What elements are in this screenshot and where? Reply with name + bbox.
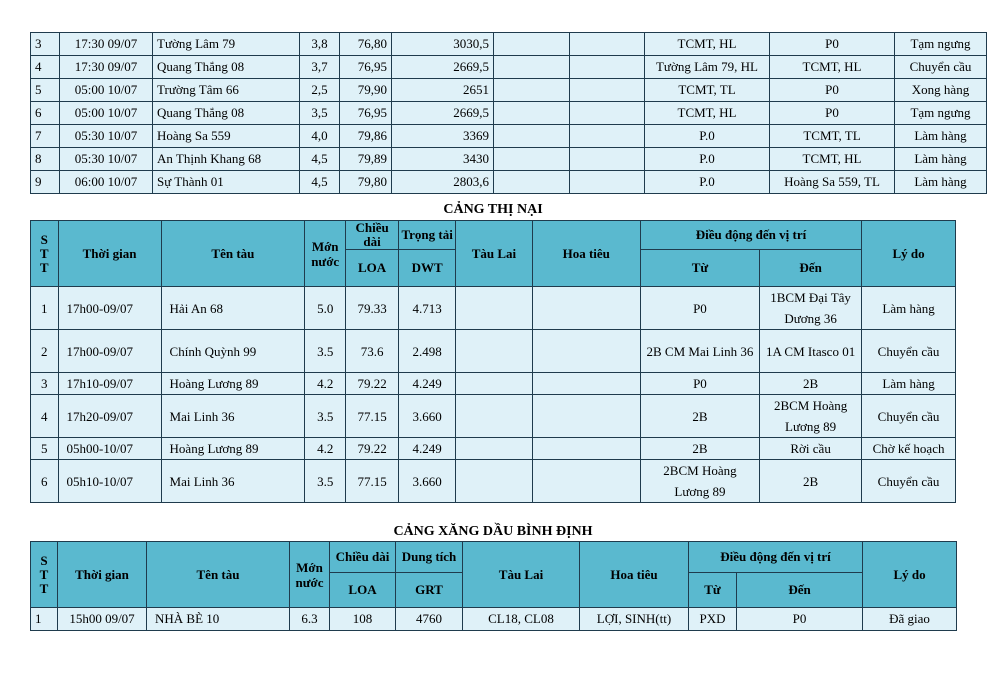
from-cell: P0 — [640, 373, 759, 395]
ship-cell: Mai Linh 36 — [161, 460, 305, 503]
from-cell: 2B CM Mai Linh 36 — [640, 330, 759, 373]
stt-cell: 5 — [31, 438, 59, 460]
table-row — [31, 438, 956, 460]
stt-letter: S — [40, 552, 48, 568]
pilot-cell — [532, 460, 640, 503]
table-row — [31, 33, 987, 56]
table-row — [31, 395, 956, 438]
draft-cell: 3.5 — [305, 330, 346, 373]
tug-header: Tàu Lai — [456, 221, 532, 287]
ship-header: Tên tàu — [161, 221, 305, 287]
from-cell: P0 — [640, 287, 759, 330]
loa-cell: 77.15 — [346, 460, 399, 503]
table-row — [31, 608, 957, 631]
stt-cell: 1 — [31, 608, 58, 631]
stt-cell: 8 — [31, 148, 60, 171]
pilot-cell — [532, 330, 640, 373]
pilot-cell — [570, 171, 645, 194]
thi-nai-table — [30, 220, 956, 503]
from-cell: TCMT, HL — [645, 33, 770, 56]
stt-header — [31, 542, 58, 608]
pilot-header: Hoa tiêu — [580, 542, 689, 608]
section-title-thi-nai: CẢNG THỊ NẠI — [443, 202, 543, 217]
to-header: Đến — [737, 573, 863, 608]
xang-dau-table — [30, 541, 957, 631]
stt-letter: T — [39, 566, 49, 582]
tug-cell — [494, 102, 570, 125]
to-cell: TCMT, TL — [770, 125, 895, 148]
table-row — [31, 79, 987, 102]
pilot-cell — [570, 79, 645, 102]
table-row — [31, 460, 956, 503]
dwt-cell: 2651 — [392, 79, 494, 102]
loa-cell: 77.15 — [346, 395, 399, 438]
time-cell: 05:30 10/07 — [60, 148, 153, 171]
tug-cell — [494, 171, 570, 194]
ship-cell: Hải An 68 — [161, 287, 305, 330]
draft-cell: 4,0 — [300, 125, 340, 148]
stt-letter: T — [39, 259, 49, 275]
table-row — [31, 56, 987, 79]
draft-cell: 6.3 — [290, 608, 330, 631]
length-header: Chiều dài — [330, 542, 396, 573]
tug-cell — [456, 373, 532, 395]
draft-cell: 3.5 — [305, 460, 346, 503]
draft-cell: 3.5 — [305, 395, 346, 438]
reason-cell: Làm hàng — [895, 171, 987, 194]
ship-cell: Hoàng Lương 89 — [161, 438, 305, 460]
from-cell: 2B — [640, 438, 759, 460]
stt-letter: S — [40, 231, 48, 247]
capacity-header: Trọng tải — [399, 221, 456, 250]
table-row — [31, 287, 956, 330]
time-header: Thời gian — [58, 542, 147, 608]
time-header: Thời gian — [58, 221, 161, 287]
draft-cell: 4.2 — [305, 438, 346, 460]
stt-cell: 4 — [31, 56, 60, 79]
to-cell: TCMT, HL — [770, 148, 895, 171]
to-cell: P0 — [770, 79, 895, 102]
to-cell: Rời cầu — [760, 438, 862, 460]
table-row — [31, 125, 987, 148]
tug-cell — [456, 330, 532, 373]
reason-cell: Chuyển cầu — [862, 395, 956, 438]
from-cell: P.0 — [645, 125, 770, 148]
tug-cell — [456, 395, 532, 438]
reason-cell: Chờ kế hoạch — [862, 438, 956, 460]
ship-cell: An Thịnh Khang 68 — [153, 148, 300, 171]
loa-cell: 108 — [330, 608, 396, 631]
time-cell: 17h00-09/07 — [58, 330, 161, 373]
draft-cell: 3,7 — [300, 56, 340, 79]
stt-header — [31, 221, 59, 287]
draft-cell: 3,8 — [300, 33, 340, 56]
grt-header: GRT — [396, 573, 463, 608]
move-header: Điều động đến vị trí — [640, 221, 861, 250]
pilot-cell — [570, 102, 645, 125]
stt-cell: 7 — [31, 125, 60, 148]
to-cell: 2B — [760, 373, 862, 395]
ship-cell: Quang Thắng 08 — [153, 56, 300, 79]
header-row — [31, 221, 956, 250]
reason-cell: Đã giao — [863, 608, 957, 631]
pilot-cell — [570, 125, 645, 148]
loa-cell: 76,95 — [340, 102, 392, 125]
section-title-xang-dau: CẢNG XĂNG DẦU BÌNH ĐỊNH — [393, 524, 593, 539]
stt-cell: 6 — [31, 460, 59, 503]
tug-cell — [494, 148, 570, 171]
from-cell: TCMT, HL — [645, 102, 770, 125]
to-cell: P0 — [770, 33, 895, 56]
stt-cell: 3 — [31, 33, 60, 56]
ship-cell: Quang Thắng 08 — [153, 102, 300, 125]
time-cell: 17h20-09/07 — [58, 395, 161, 438]
dwt-cell: 3430 — [392, 148, 494, 171]
tug-cell — [456, 287, 532, 330]
draft-cell: 4.2 — [305, 373, 346, 395]
ship-cell: Chính Quỳnh 99 — [161, 330, 305, 373]
pilot-cell: LỢI, SINH(tt) — [580, 608, 689, 631]
stt-letter: T — [39, 580, 49, 596]
from-cell: PXD — [689, 608, 737, 631]
tug-cell — [494, 125, 570, 148]
table-row — [31, 373, 956, 395]
loa-cell: 79,89 — [340, 148, 392, 171]
dwt-cell: 3369 — [392, 125, 494, 148]
continuation-table — [30, 32, 987, 194]
loa-cell: 76,95 — [340, 56, 392, 79]
time-cell: 05:00 10/07 — [60, 79, 153, 102]
to-cell: 1A CM Itasco 01 — [760, 330, 862, 373]
draft-cell: 5.0 — [305, 287, 346, 330]
to-cell: P0 — [770, 102, 895, 125]
reason-header: Lý do — [862, 221, 956, 287]
ship-cell: Hoàng Lương 89 — [161, 373, 305, 395]
ship-cell: Tường Lâm 79 — [153, 33, 300, 56]
time-cell: 05h10-10/07 — [58, 460, 161, 503]
stt-cell: 6 — [31, 102, 60, 125]
draft-cell: 4,5 — [300, 148, 340, 171]
time-cell: 17h10-09/07 — [58, 373, 161, 395]
pilot-header: Hoa tiêu — [532, 221, 640, 287]
stt-letter: T — [39, 245, 49, 261]
dwt-cell: 3.660 — [399, 395, 456, 438]
table-row — [31, 102, 987, 125]
dwt-cell: 2669,5 — [392, 56, 494, 79]
loa-cell: 73.6 — [346, 330, 399, 373]
time-cell: 05:30 10/07 — [60, 125, 153, 148]
from-cell: 2BCM Hoàng Lương 89 — [640, 460, 759, 503]
thi-nai-table-header — [31, 221, 956, 287]
table-row — [31, 171, 987, 194]
to-header: Đến — [760, 250, 862, 287]
reason-cell: Làm hàng — [895, 125, 987, 148]
dwt-cell: 2669,5 — [392, 102, 494, 125]
to-cell: TCMT, HL — [770, 56, 895, 79]
from-cell: TCMT, TL — [645, 79, 770, 102]
stt-cell: 1 — [31, 287, 59, 330]
loa-header: LOA — [346, 250, 399, 287]
grt-cell: 4760 — [396, 608, 463, 631]
ship-cell: Trường Tâm 66 — [153, 79, 300, 102]
ship-cell: Mai Linh 36 — [161, 395, 305, 438]
dwt-cell: 4.249 — [399, 373, 456, 395]
xang-dau-table-header — [31, 542, 957, 608]
from-cell: P.0 — [645, 171, 770, 194]
time-cell: 06:00 10/07 — [60, 171, 153, 194]
move-header: Điều động đến vị trí — [689, 542, 863, 573]
pilot-cell — [570, 56, 645, 79]
stt-cell: 3 — [31, 373, 59, 395]
ship-header: Tên tàu — [147, 542, 290, 608]
reason-cell: Làm hàng — [895, 148, 987, 171]
ship-cell: NHÀ BÈ 10 — [147, 608, 290, 631]
time-cell: 17h00-09/07 — [58, 287, 161, 330]
dwt-cell: 4.249 — [399, 438, 456, 460]
pilot-cell — [532, 287, 640, 330]
capacity-header: Dung tích — [396, 542, 463, 573]
time-cell: 05:00 10/07 — [60, 102, 153, 125]
from-header: Từ — [689, 573, 737, 608]
draft-header: Mớn nước — [305, 221, 346, 287]
reason-cell: Làm hàng — [862, 287, 956, 330]
reason-cell: Tạm ngưng — [895, 33, 987, 56]
loa-cell: 79.33 — [346, 287, 399, 330]
pilot-cell — [532, 395, 640, 438]
loa-cell: 76,80 — [340, 33, 392, 56]
reason-cell: Chuyển cầu — [862, 330, 956, 373]
stt-cell: 2 — [31, 330, 59, 373]
dwt-header: DWT — [399, 250, 456, 287]
reason-cell: Tạm ngưng — [895, 102, 987, 125]
thi-nai-table-body — [31, 287, 956, 503]
to-cell: P0 — [737, 608, 863, 631]
ship-cell: Hoàng Sa 559 — [153, 125, 300, 148]
reason-cell: Xong hàng — [895, 79, 987, 102]
continuation-table-body — [31, 33, 987, 194]
tug-cell — [494, 33, 570, 56]
dwt-cell: 2803,6 — [392, 171, 494, 194]
draft-cell: 2,5 — [300, 79, 340, 102]
draft-cell: 4,5 — [300, 171, 340, 194]
reason-cell: Chuyển cầu — [895, 56, 987, 79]
tug-cell: CL18, CL08 — [463, 608, 580, 631]
table-row — [31, 330, 956, 373]
tug-header: Tàu Lai — [463, 542, 580, 608]
to-cell: Hoàng Sa 559, TL — [770, 171, 895, 194]
pilot-cell — [532, 373, 640, 395]
draft-header: Mớn nước — [290, 542, 330, 608]
time-cell: 17:30 09/07 — [60, 33, 153, 56]
stt-cell: 9 — [31, 171, 60, 194]
dwt-cell: 3030,5 — [392, 33, 494, 56]
from-cell: 2B — [640, 395, 759, 438]
time-cell: 05h00-10/07 — [58, 438, 161, 460]
tug-cell — [456, 438, 532, 460]
to-cell: 2BCM Hoàng Lương 89 — [760, 395, 862, 438]
loa-cell: 79,90 — [340, 79, 392, 102]
table-row — [31, 148, 987, 171]
header-row — [31, 542, 957, 573]
to-cell: 1BCM Đại Tây Dương 36 — [760, 287, 862, 330]
stt-cell: 4 — [31, 395, 59, 438]
time-cell: 17:30 09/07 — [60, 56, 153, 79]
pilot-cell — [570, 33, 645, 56]
loa-cell: 79.22 — [346, 438, 399, 460]
xang-dau-table-body — [31, 608, 957, 631]
reason-header: Lý do — [863, 542, 957, 608]
ship-cell: Sự Thành 01 — [153, 171, 300, 194]
tug-cell — [494, 56, 570, 79]
stt-cell: 5 — [31, 79, 60, 102]
tug-cell — [456, 460, 532, 503]
dwt-cell: 2.498 — [399, 330, 456, 373]
loa-header: LOA — [330, 573, 396, 608]
pilot-cell — [532, 438, 640, 460]
pilot-cell — [570, 148, 645, 171]
loa-cell: 79.22 — [346, 373, 399, 395]
dwt-cell: 4.713 — [399, 287, 456, 330]
from-cell: Tường Lâm 79, HL — [645, 56, 770, 79]
length-header: Chiều dài — [346, 221, 399, 250]
draft-cell: 3,5 — [300, 102, 340, 125]
reason-cell: Chuyển cầu — [862, 460, 956, 503]
dwt-cell: 3.660 — [399, 460, 456, 503]
time-cell: 15h00 09/07 — [58, 608, 147, 631]
tug-cell — [494, 79, 570, 102]
loa-cell: 79,80 — [340, 171, 392, 194]
to-cell: 2B — [760, 460, 862, 503]
from-header: Từ — [640, 250, 759, 287]
reason-cell: Làm hàng — [862, 373, 956, 395]
loa-cell: 79,86 — [340, 125, 392, 148]
from-cell: P.0 — [645, 148, 770, 171]
